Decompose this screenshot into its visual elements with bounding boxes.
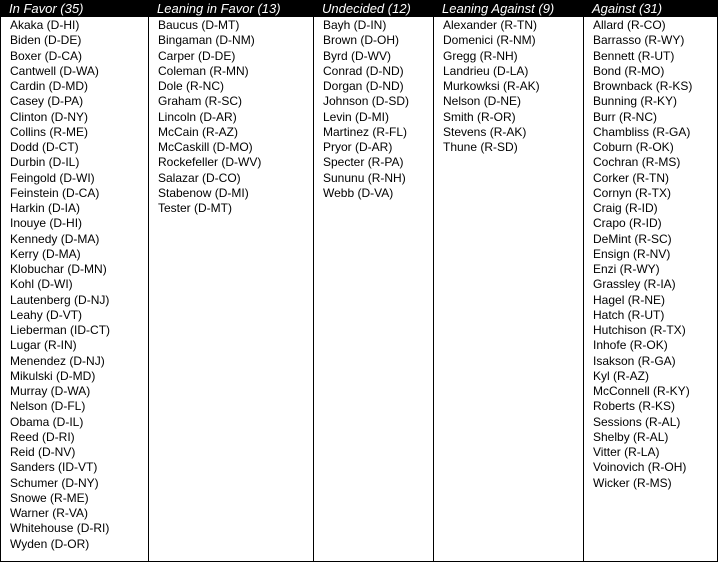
senator-entry: Reed (D-RI) xyxy=(10,429,75,444)
senator-entry: Crapo (R-ID) xyxy=(593,216,662,231)
senator-entry: Levin (D-MI) xyxy=(323,109,390,124)
senator-entry: Mikulski (D-MD) xyxy=(10,368,96,383)
senator-entry: Akaka (D-HI) xyxy=(10,18,80,32)
senator-entry: Feingold (D-WI) xyxy=(10,170,95,185)
senator-entry: Rockefeller (D-WV) xyxy=(158,155,262,170)
senator-entry: Stevens (R-AK) xyxy=(443,124,527,139)
senator-entry: Thune (R-SD) xyxy=(443,140,518,154)
senator-list-undecided xyxy=(314,17,433,201)
senator-entry: Allard (R-CO) xyxy=(593,18,666,32)
column-header-leaning-in-favor: Leaning in Favor (13) xyxy=(149,1,313,17)
senator-entry: Biden (D-DE) xyxy=(10,33,82,48)
senator-entry: Lautenberg (D-NJ) xyxy=(10,292,110,307)
senator-entry: Nelson (D-FL) xyxy=(10,399,86,414)
column-leaning-in-favor xyxy=(149,1,314,561)
column-header-in-favor: In Favor (35) xyxy=(1,1,148,17)
column-leaning-against xyxy=(434,1,584,561)
senator-entry: Landrieu (D-LA) xyxy=(443,63,529,78)
senator-entry: Bingaman (D-NM) xyxy=(158,33,255,48)
senator-entry: Bayh (D-IN) xyxy=(323,18,387,32)
senator-entry: Chambliss (R-GA) xyxy=(593,124,691,139)
senator-entry: Grassley (R-IA) xyxy=(593,277,676,292)
senator-entry: Kyl (R-AZ) xyxy=(593,368,649,383)
senator-entry: Brownback (R-KS) xyxy=(593,79,693,93)
senator-entry: Warner (R-VA) xyxy=(10,506,88,520)
senator-entry: Sununu (R-NH) xyxy=(323,170,406,185)
senator-list-in-favor xyxy=(1,17,148,552)
senator-entry: Inhofe (R-OK) xyxy=(593,338,668,353)
senator-entry: Sessions (R-AL) xyxy=(593,414,681,429)
senator-entry: McCaskill (D-MO) xyxy=(158,140,253,154)
senator-entry: Baucus (D-MT) xyxy=(158,18,240,32)
senator-entry: Feinstein (D-CA) xyxy=(10,185,100,200)
senator-entry: Bunning (R-KY) xyxy=(593,94,678,109)
senator-entry: DeMint (R-SC) xyxy=(593,231,672,246)
senator-entry: Salazar (D-CO) xyxy=(158,170,241,185)
senator-entry: Voinovich (R-OH) xyxy=(593,460,687,475)
senator-entry: Bennett (R-UT) xyxy=(593,48,675,63)
senator-entry: Enzi (R-WY) xyxy=(593,262,660,276)
senator-entry: Dorgan (D-ND) xyxy=(323,79,404,93)
senator-entry: Barrasso (R-WY) xyxy=(593,33,685,48)
senator-entry: Obama (D-IL) xyxy=(10,414,84,429)
senator-entry: Dodd (D-CT) xyxy=(10,140,79,154)
senator-entry: Graham (R-SC) xyxy=(158,94,243,109)
senator-entry: Hagel (R-NE) xyxy=(593,292,666,307)
senator-list-leaning-in-favor xyxy=(149,17,313,216)
senator-entry: Johnson (D-SD) xyxy=(323,94,410,109)
senator-entry: McCain (R-AZ) xyxy=(158,124,238,139)
senator-entry: Casey (D-PA) xyxy=(10,94,84,109)
senator-entry: Cantwell (D-WA) xyxy=(10,63,99,78)
senator-entry: Harkin (D-IA) xyxy=(10,201,81,215)
senator-entry: Brown (D-OH) xyxy=(323,33,400,48)
column-undecided xyxy=(314,1,434,561)
senator-entry: Murray (D-WA) xyxy=(10,384,91,398)
senator-entry: Corker (R-TN) xyxy=(593,170,669,185)
senator-entry: Nelson (D-NE) xyxy=(443,94,522,109)
column-in-favor xyxy=(1,1,149,561)
senator-entry: Coburn (R-OK) xyxy=(593,140,674,154)
senator-entry: Cochran (R-MS) xyxy=(593,155,681,170)
senator-entry: Coleman (R-MN) xyxy=(158,63,249,78)
senator-entry: Webb (D-VA) xyxy=(323,185,394,200)
senator-list-leaning-against xyxy=(434,17,583,155)
senator-entry: Roberts (R-KS) xyxy=(593,399,676,414)
senator-entry: Specter (R-PA) xyxy=(323,155,404,170)
senator-entry: Cornyn (R-TX) xyxy=(593,185,672,200)
senator-entry: Shelby (R-AL) xyxy=(593,429,669,444)
senator-entry: Stabenow (D-MI) xyxy=(158,185,249,200)
senator-entry: Reid (D-NV) xyxy=(10,445,76,459)
senator-entry: Dole (R-NC) xyxy=(158,79,224,93)
senator-entry: Inouye (D-HI) xyxy=(10,216,83,231)
senator-entry: Vitter (R-LA) xyxy=(593,445,660,459)
senator-entry: Bond (R-MO) xyxy=(593,63,665,78)
senator-entry: Wicker (R-MS) xyxy=(593,475,672,490)
senator-entry: Byrd (D-WV) xyxy=(323,48,391,63)
column-header-undecided: Undecided (12) xyxy=(314,1,433,17)
senator-entry: Sanders (ID-VT) xyxy=(10,460,98,475)
senator-entry: Domenici (R-NM) xyxy=(443,33,536,48)
senator-entry: Tester (D-MT) xyxy=(158,201,232,215)
senator-entry: Kohl (D-WI) xyxy=(10,277,73,292)
senator-entry: McConnell (R-KY) xyxy=(593,384,690,398)
senator-entry: Lieberman (ID-CT) xyxy=(10,323,111,337)
senator-entry: Clinton (D-NY) xyxy=(10,109,89,124)
senator-entry: Schumer (D-NY) xyxy=(10,475,99,490)
senator-entry: Smith (R-OR) xyxy=(443,109,516,124)
senator-entry: Boxer (D-CA) xyxy=(10,48,83,63)
senator-entry: Wyden (D-OR) xyxy=(10,536,90,551)
senator-entry: Burr (R-NC) xyxy=(593,109,657,124)
senator-entry: Kennedy (D-MA) xyxy=(10,231,100,246)
senator-entry: Leahy (D-VT) xyxy=(10,307,83,322)
senator-entry: Whitehouse (D-RI) xyxy=(10,521,110,536)
senator-entry: Menendez (D-NJ) xyxy=(10,353,105,368)
senator-entry: Craig (R-ID) xyxy=(593,201,658,215)
senator-entry: Alexander (R-TN) xyxy=(443,18,538,32)
senator-entry: Hutchison (R-TX) xyxy=(593,323,686,337)
column-header-leaning-against: Leaning Against (9) xyxy=(434,1,583,17)
senator-entry: Conrad (D-ND) xyxy=(323,63,404,78)
senator-entry: Collins (R-ME) xyxy=(10,124,88,139)
senator-entry: Hatch (R-UT) xyxy=(593,307,665,322)
senator-entry: Gregg (R-NH) xyxy=(443,48,518,63)
column-against xyxy=(584,1,717,561)
senator-entry: Martinez (R-FL) xyxy=(323,124,408,139)
senator-entry: Isakson (R-GA) xyxy=(593,353,676,368)
senator-entry: Kerry (D-MA) xyxy=(10,246,81,261)
senator-entry: Durbin (D-IL) xyxy=(10,155,80,170)
senator-entry: Pryor (D-AR) xyxy=(323,140,393,154)
senator-entry: Snowe (R-ME) xyxy=(10,490,89,505)
column-header-against: Against (31) xyxy=(584,1,717,17)
senator-entry: Cardin (D-MD) xyxy=(10,79,88,93)
senator-list-against xyxy=(584,17,717,491)
senator-entry: Carper (D-DE) xyxy=(158,48,236,63)
senator-entry: Ensign (R-NV) xyxy=(593,246,671,261)
senator-entry: Klobuchar (D-MN) xyxy=(10,262,107,276)
senator-entry: Murkowksi (R-AK) xyxy=(443,79,540,93)
senator-entry: Lincoln (D-AR) xyxy=(158,109,237,124)
senator-entry: Lugar (R-IN) xyxy=(10,338,77,353)
